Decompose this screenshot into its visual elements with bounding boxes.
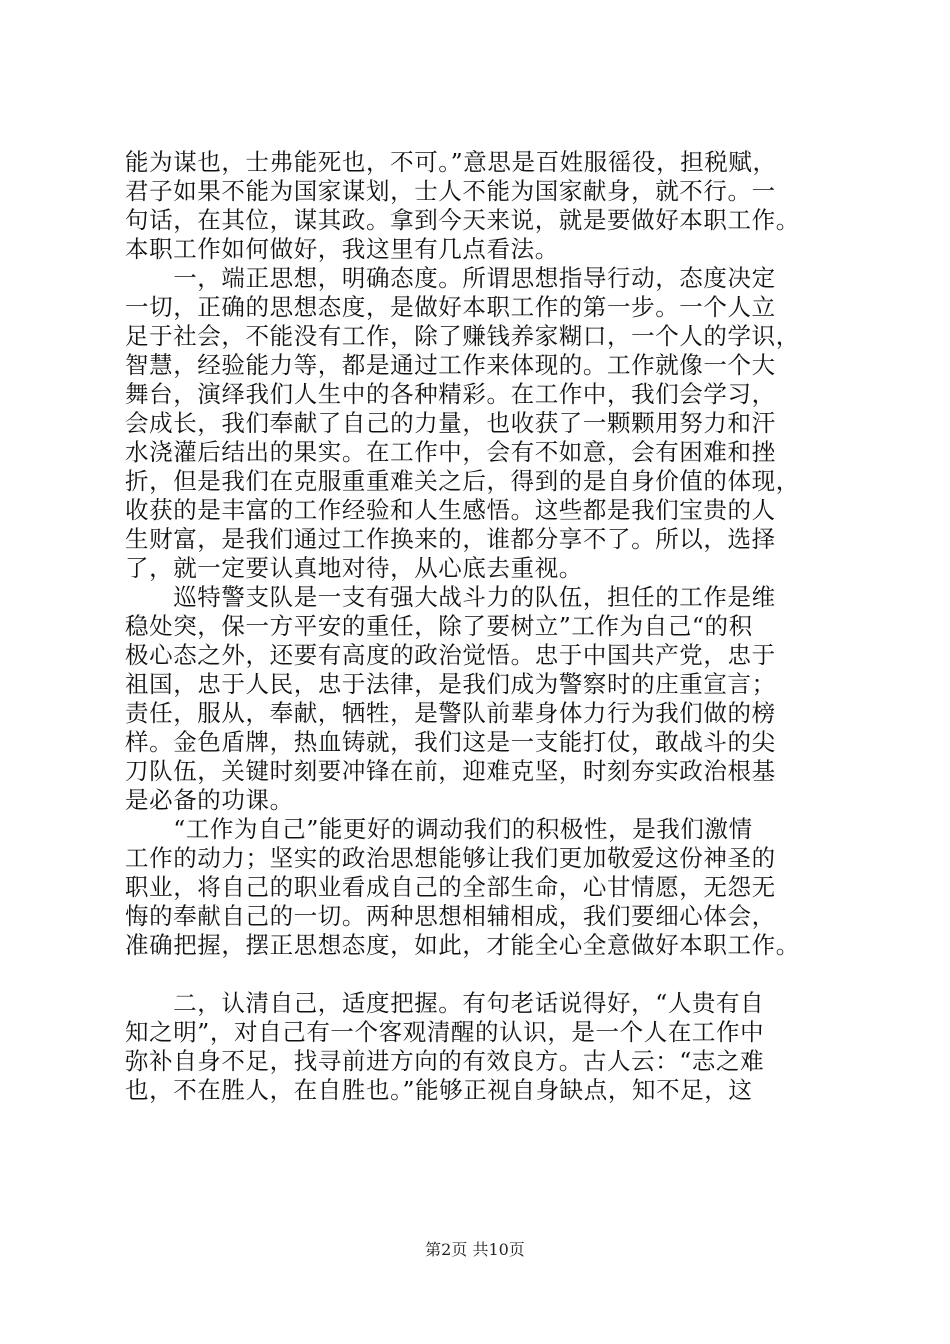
paragraphs-section-one bbox=[125, 148, 835, 960]
text-line: 工作的动力；坚实的政治思想能够让我们更加敬爱这份神圣的 bbox=[125, 844, 776, 872]
text-line: 是必备的功课。 bbox=[125, 786, 294, 814]
text-line: 收获的是丰富的工作经验和人生感悟。这些都是我们宝贵的人 bbox=[125, 496, 776, 524]
body-text bbox=[125, 148, 835, 1105]
paragraphs-section-two bbox=[125, 989, 835, 1105]
text-line: 水浇灌后结出的果实。在工作中，会有不如意，会有困难和挫 bbox=[125, 438, 776, 466]
text-line: 极心态之外，还要有高度的政治觉悟。忠于中国共产党，忠于 bbox=[125, 641, 776, 669]
text-line: 巡特警支队是一支有强大战斗力的队伍，担任的工作是维 bbox=[125, 583, 776, 611]
text-line: 了，就一定要认真地对待，从心底去重视。 bbox=[125, 554, 583, 582]
text-line: 舞台，演绎我们人生中的各种精彩。在工作中，我们会学习， bbox=[125, 380, 776, 408]
text-line: 君子如果不能为国家谋划，士人不能为国家献身，就不行。一 bbox=[125, 177, 776, 205]
text-line: 悔的奉献自己的一切。两种思想相辅相成，我们要细心体会， bbox=[125, 902, 776, 930]
text-line: 本职工作如何做好，我这里有几点看法。 bbox=[125, 235, 559, 263]
text-line: 职业，将自己的职业看成自己的全部生命，心甘情愿，无怨无 bbox=[125, 873, 776, 901]
text-line: 一切，正确的思想态度，是做好本职工作的第一步。一个人立 bbox=[125, 293, 776, 321]
page-footer: 第2页 共10页 bbox=[425, 1240, 525, 1259]
text-line: 能为谋也，士弗能死也，不可。”意思是百姓服徭役，担税赋， bbox=[125, 148, 777, 176]
text-line: 知之明”，对自己有一个客观清醒的认识，是一个人在工作中 bbox=[125, 1018, 765, 1046]
text-line: 稳处突，保一方平安的重任，除了要树立”工作为自己“的积 bbox=[125, 612, 753, 640]
text-line: 祖国，忠于人民，忠于法律，是我们成为警察时的庄重宣言； bbox=[125, 670, 776, 698]
text-line: 也，不在胜人，在自胜也。”能够正视自身缺点，知不足，这 bbox=[125, 1076, 753, 1104]
text-line: 准确把握，摆正思想态度，如此，才能全心全意做好本职工作。 bbox=[125, 931, 800, 959]
text-line: 样。金色盾牌，热血铸就，我们这是一支能打仗，敢战斗的尖 bbox=[125, 728, 776, 756]
text-line: 智慧，经验能力等，都是通过工作来体现的。工作就像一个大 bbox=[125, 351, 776, 379]
text-line: 弥补自身不足，找寻前进方向的有效良方。古人云：“志之难 bbox=[125, 1047, 765, 1075]
text-line: 生财富，是我们通过工作换来的，谁都分享不了。所以，选择 bbox=[125, 525, 776, 553]
text-line: 责任，服从，奉献，牺牲，是警队前辈身体力行为我们做的榜 bbox=[125, 699, 776, 727]
text-line: 二，认清自己，适度把握。有句老话说得好，“人贵有自 bbox=[125, 989, 765, 1017]
text-line: 折，但是我们在克服重重难关之后，得到的是自身价值的体现， bbox=[125, 467, 800, 495]
text-line: 一，端正思想，明确态度。所谓思想指导行动，态度决定 bbox=[125, 264, 776, 292]
text-line: 句话，在其位，谋其政。拿到今天来说，就是要做好本职工作。 bbox=[125, 206, 800, 234]
text-line: 足于社会，不能没有工作，除了赚钱养家糊口，一个人的学识， bbox=[125, 322, 800, 350]
text-line: 刀队伍，关键时刻要冲锋在前，迎难克坚，时刻夯实政治根基 bbox=[125, 757, 776, 785]
paragraph-gap bbox=[125, 960, 835, 989]
text-line: “工作为自己”能更好的调动我们的积极性，是我们激情 bbox=[125, 815, 753, 843]
text-line: 会成长，我们奉献了自己的力量，也收获了一颗颗用努力和汗 bbox=[125, 409, 776, 437]
